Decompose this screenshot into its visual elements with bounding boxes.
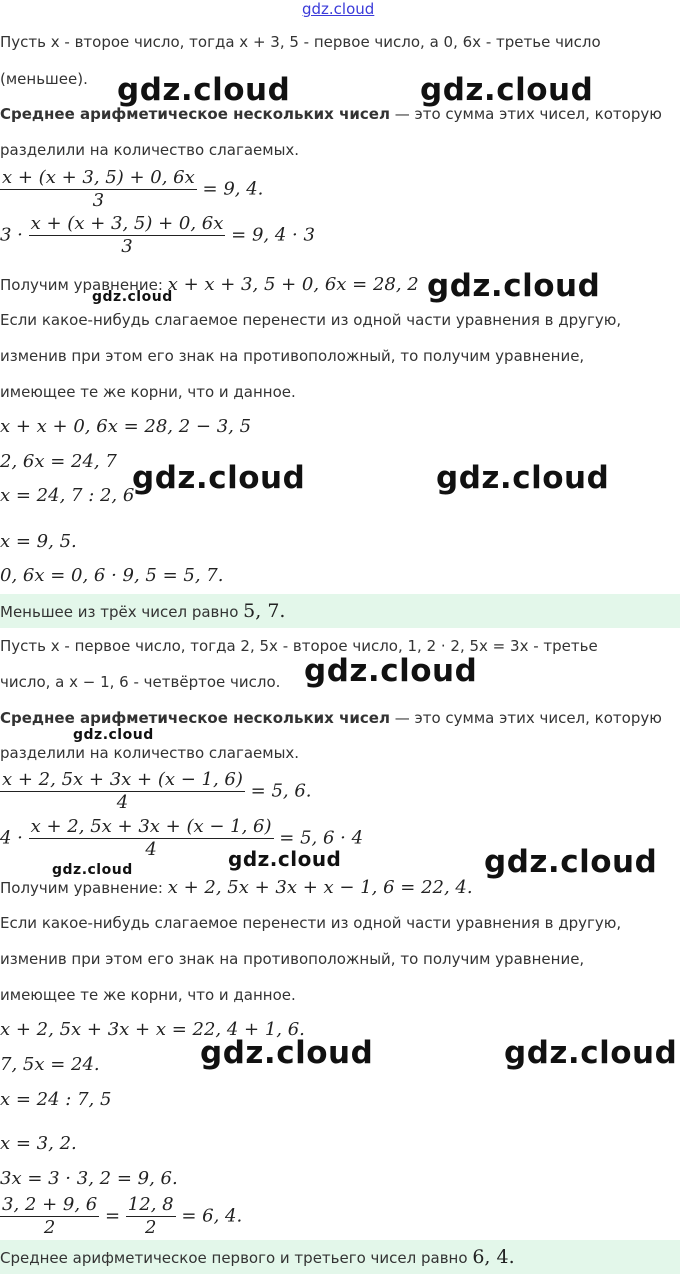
- p2-definition: [0, 709, 662, 727]
- p1-get-equation: [0, 274, 419, 295]
- p2-eq1-numerator: x + 2, 5x + 3x + (x − 1, 6): [2, 769, 243, 790]
- p2-final-f2-numerator: 12, 8: [127, 1194, 174, 1215]
- p1-eq1-denominator: 3: [92, 190, 105, 211]
- p1-eq1-rhs: = 9, 4.: [202, 178, 264, 200]
- watermark: gdz.cloud: [304, 653, 478, 689]
- p1-definition-line2: разделили на количество слагаемых.: [0, 141, 300, 159]
- p1-answer-value: 5, 7.: [243, 600, 286, 622]
- p1-answer-text: Меньшее из трёх чисел равно: [0, 603, 244, 621]
- p2-final-f2-denominator: 2: [144, 1217, 157, 1238]
- p2-eq2-numerator: x + 2, 5x + 3x + (x − 1, 6): [30, 816, 272, 837]
- header-link[interactable]: gdz.cloud: [302, 0, 375, 18]
- p2-definition-line2: разделили на количество слагаемых.: [0, 744, 300, 762]
- p1-step-5: 0, 6x = 0, 6 · 9, 5 = 5, 7.: [0, 565, 224, 586]
- p2-get-eq: x + 2, 5x + 3x + x − 1, 6 = 22, 4.: [167, 877, 473, 898]
- p1-eq2-prefix: 3 ·: [0, 224, 29, 246]
- p2-final-fraction-1: [0, 1194, 99, 1239]
- p2-eq2-rhs: = 5, 6 · 4: [279, 827, 364, 849]
- p1-intro-line1: Пусть x - второе число, тогда x + 3, 5 - первое число, а 0, 6x - третье число: [0, 33, 601, 51]
- watermark: gdz.cloud: [132, 460, 306, 496]
- watermark: gdz.cloud: [427, 268, 601, 304]
- watermark: gdz.cloud: [117, 72, 291, 108]
- watermark: gdz.cloud: [52, 862, 133, 878]
- p2-eq1-denominator: 4: [116, 792, 129, 813]
- p2-rule-line1: Если какое-нибудь слагаемое перенести из одной части уравнения в другую,: [0, 914, 622, 932]
- p1-eq1-numerator: x + (x + 3, 5) + 0, 6x: [2, 167, 195, 188]
- p2-step-3: x = 24 : 7, 5: [0, 1089, 112, 1110]
- p1-equation-2: [0, 213, 315, 258]
- p2-final-f1-denominator: 2: [43, 1217, 56, 1238]
- p2-get-equation: [0, 877, 473, 898]
- watermark: gdz.cloud: [92, 289, 173, 305]
- p2-rule-line3: имеющее те же корни, что и данное.: [0, 986, 296, 1004]
- p1-equation-1: [0, 167, 263, 212]
- watermark: gdz.cloud: [484, 844, 658, 880]
- p1-rule-line3: имеющее те же корни, что и данное.: [0, 383, 296, 401]
- watermark: gdz.cloud: [420, 72, 594, 108]
- p1-definition-rest: — это сумма этих чисел, которую: [389, 105, 662, 123]
- p2-eq1-rhs: = 5, 6.: [250, 780, 312, 802]
- watermark: gdz.cloud: [73, 727, 154, 743]
- p1-step-4: x = 9, 5.: [0, 531, 77, 552]
- p2-step-1: x + 2, 5x + 3x + x = 22, 4 + 1, 6.: [0, 1019, 305, 1040]
- watermark: gdz.cloud: [436, 460, 610, 496]
- p2-equation-1: [0, 769, 312, 814]
- p1-step-2: 2, 6x = 24, 7: [0, 451, 117, 472]
- p2-definition-rest: — это сумма этих чисел, которую: [389, 709, 662, 727]
- p2-eq2-denominator: 4: [145, 839, 157, 860]
- p1-get-eq: x + x + 3, 5 + 0, 6x = 28, 2: [167, 274, 419, 295]
- p1-definition-term: Среднее арифметическое нескольких чисел: [0, 105, 390, 123]
- p2-get-label: Получим уравнение:: [0, 879, 168, 897]
- p2-answer-text: Среднее арифметическое первого и третьего чисел равно: [0, 1249, 473, 1267]
- watermark: gdz.cloud: [228, 847, 342, 871]
- p2-final-rhs: = 6, 4.: [181, 1205, 243, 1227]
- p2-final-fraction-2: [126, 1194, 176, 1239]
- p1-intro-line2: (меньшее).: [0, 70, 88, 88]
- p2-step-4: x = 3, 2.: [0, 1133, 77, 1154]
- p1-rule-line1: Если какое-нибудь слагаемое перенести из одной части уравнения в другую,: [0, 311, 622, 329]
- watermark: gdz.cloud: [200, 1035, 374, 1071]
- p1-eq1-fraction: [0, 167, 197, 212]
- p1-step-3: x = 24, 7 : 2, 6: [0, 485, 135, 506]
- p2-step-2: 7, 5x = 24.: [0, 1054, 100, 1075]
- watermark: gdz.cloud: [504, 1035, 678, 1071]
- p1-eq2-fraction: [29, 213, 226, 258]
- p2-eq2-prefix: 4 ·: [0, 827, 29, 849]
- p2-final-equals: =: [104, 1205, 121, 1227]
- p1-eq2-numerator: x + (x + 3, 5) + 0, 6x: [30, 213, 224, 234]
- p1-eq2-denominator: 3: [121, 236, 133, 257]
- p2-answer-value: 6, 4.: [472, 1246, 515, 1268]
- p2-definition-term: Среднее арифметическое нескольких чисел: [0, 709, 390, 727]
- p2-final-equation: [0, 1194, 242, 1239]
- p2-step-5: 3x = 3 · 3, 2 = 9, 6.: [0, 1168, 178, 1189]
- p2-eq1-fraction: [0, 769, 245, 814]
- p1-eq2-rhs: = 9, 4 · 3: [231, 224, 315, 246]
- p2-final-f1-numerator: 3, 2 + 9, 6: [2, 1194, 98, 1215]
- p2-answer-box: [0, 1240, 680, 1274]
- p1-get-label: Получим уравнение:: [0, 276, 168, 294]
- p2-rule-line2: изменив при этом его знак на противоположный, то получим уравнение,: [0, 950, 585, 968]
- p1-answer-box: [0, 594, 680, 628]
- p1-step-1: x + x + 0, 6x = 28, 2 − 3, 5: [0, 416, 252, 437]
- p1-rule-line2: изменив при этом его знак на противоположный, то получим уравнение,: [0, 347, 585, 365]
- p2-intro-line1: Пусть x - первое число, тогда 2, 5x - второе число, 1, 2 · 2, 5x = 3x - третье: [0, 637, 598, 655]
- p2-intro-line2: число, а x − 1, 6 - четвёртое число.: [0, 673, 281, 691]
